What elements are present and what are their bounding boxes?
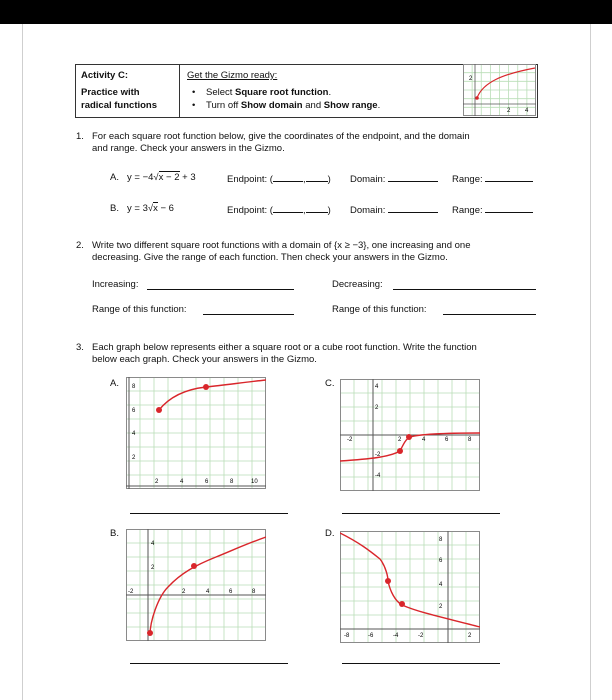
q1a-close: ) [327, 174, 331, 185]
graph-b-xtick: 4 [206, 589, 210, 595]
q1b-endpoint [227, 203, 331, 217]
q1b-range-blank[interactable] [485, 203, 533, 213]
graph-d-ytick: 8 [439, 537, 443, 543]
q1b-domain-label: Domain: [350, 205, 386, 216]
q1b-domain [350, 203, 438, 217]
graph-d-xtick: -6 [368, 633, 374, 639]
graph-b-point [191, 563, 197, 569]
graph-c-ytick: 4 [375, 384, 379, 390]
graph-a-xtick: 8 [230, 479, 234, 485]
thumb-tick-x2: 4 [525, 108, 529, 114]
graph-d-label: D. [325, 528, 335, 539]
graph-a-endpoint [156, 407, 162, 413]
q1a-range-label: Range: [452, 174, 483, 185]
gizmo-thumbnail-graph [463, 64, 536, 116]
header-divider [179, 65, 180, 117]
thumb-tick-x1: 2 [507, 108, 511, 114]
q3-text-2: below each graph. Check your answers in the Gizmo. [92, 354, 317, 365]
q1a-function [127, 172, 196, 184]
graph-c-ytick: -2 [375, 452, 381, 458]
q1a-endpoint [227, 172, 331, 186]
graph-c-xtick: 8 [468, 437, 472, 443]
graph-c-ytick: 2 [375, 405, 379, 411]
q1a-func-pre: y = −4 [127, 172, 154, 183]
radical-sign: √ [153, 172, 159, 183]
q1b-func-post: − 6 [160, 203, 174, 214]
graph-c-point [397, 448, 403, 454]
radical-sign: √ [147, 203, 154, 214]
q1a-range-blank[interactable] [485, 172, 533, 182]
graph-c-center-point [406, 434, 412, 440]
q1b-endpoint-label: Endpoint: ( [227, 205, 273, 216]
graph-d-xtick: -4 [393, 633, 399, 639]
q2-increasing-blank[interactable] [147, 289, 294, 290]
q1-number: 1. [76, 131, 84, 142]
thumb-endpoint [475, 96, 479, 100]
q1b-range [452, 203, 533, 217]
bullet-1: • Select Square root function. [192, 87, 332, 98]
graph-a-answer-blank[interactable] [130, 513, 288, 514]
q1a-domain-label: Domain: [350, 174, 386, 185]
graph-c-answer-blank[interactable] [342, 513, 500, 514]
graph-d-point [399, 601, 405, 607]
graph-d-center-point [385, 578, 391, 584]
q2-decreasing-blank[interactable] [393, 289, 536, 290]
q1a-label: A. [110, 172, 119, 183]
graph-b-xtick: 8 [252, 589, 256, 595]
q2-range-2-label: Range of this function: [332, 304, 427, 315]
graph-a-xtick: 2 [155, 479, 159, 485]
q1-text-2: and range. Check your answers in the Gizmo. [92, 143, 285, 154]
q1b-range-label: Range: [452, 205, 483, 216]
bullet-2: • Turn off Show domain and Show range. [192, 100, 381, 111]
graph-c [340, 379, 480, 491]
q1-text-1: For each square root function below, give the coordinates of the endpoint, and the domain [92, 131, 470, 142]
q1a-func-post: + 3 [182, 172, 196, 183]
activity-subtitle-2: radical functions [81, 100, 158, 111]
q1a-range [452, 172, 533, 186]
graph-a-ytick: 8 [132, 384, 136, 390]
q1b-label: B. [110, 203, 119, 214]
graph-b-xtick: -2 [128, 589, 134, 595]
graph-c-xtick: 4 [422, 437, 426, 443]
thumb-tick-y: 2 [469, 76, 473, 82]
graph-b-xtick: 2 [182, 589, 186, 595]
graph-a-xtick: 4 [180, 479, 184, 485]
graph-d-answer-blank[interactable] [342, 663, 500, 664]
q1b-function [127, 203, 174, 215]
activity-label: Activity C: [81, 70, 128, 81]
q1b-close: ) [327, 205, 331, 216]
graph-a-ytick: 4 [132, 431, 136, 437]
q2-text-1: Write two different square root functions with a domain of {x ≥ −3}, one increasing and one [92, 240, 471, 251]
q1b-endpoint-x-blank[interactable] [273, 203, 303, 213]
graph-d-xtick: 2 [468, 633, 472, 639]
graph-b-ytick: 4 [151, 541, 155, 547]
graph-a-ytick: 2 [132, 455, 136, 461]
graph-a-xtick: 6 [205, 479, 209, 485]
bullet-2-pre: Turn off [206, 100, 241, 111]
q3-text-1: Each graph below represents either a square root or a cube root function. Write the function [92, 342, 477, 353]
graph-d-ytick: 2 [439, 604, 443, 610]
activity-subtitle-1: Practice with [81, 87, 140, 98]
q1a-comma: , [302, 174, 306, 185]
q1a-domain-blank[interactable] [388, 172, 438, 182]
q1a-endpoint-label: Endpoint: ( [227, 174, 273, 185]
q2-number: 2. [76, 240, 84, 251]
graph-b-endpoint [147, 630, 153, 636]
graph-d [340, 531, 480, 643]
graph-a [126, 377, 266, 489]
bullet-2-post: . [377, 100, 381, 111]
graph-c-ytick: -4 [375, 473, 381, 479]
graph-a-xtick: 10 [251, 479, 258, 485]
graph-b-ytick: 2 [151, 565, 155, 571]
top-bar [0, 0, 612, 24]
q2-increasing-label: Increasing: [92, 279, 139, 290]
q2-decreasing-label: Decreasing: [332, 279, 383, 290]
bullet-2-mid: and [302, 100, 324, 111]
graph-d-xtick: -2 [418, 633, 424, 639]
q2-range-1-label: Range of this function: [92, 304, 187, 315]
q2-range-2-blank[interactable] [443, 314, 536, 315]
q1b-domain-blank[interactable] [388, 203, 438, 213]
graph-b-answer-blank[interactable] [130, 663, 288, 664]
q3-number: 3. [76, 342, 84, 353]
graph-d-ytick: 4 [439, 582, 443, 588]
bullet-2-bold-2: Show range [323, 100, 378, 111]
q1b-func-pre: y = 3 [127, 203, 148, 214]
graph-d-ytick: 6 [439, 558, 443, 564]
graph-b-label: B. [110, 528, 119, 539]
graph-a-curve [159, 380, 266, 410]
bullet-2-bold-1: Show domain [240, 100, 303, 111]
q1a-radicand: x − 2 [158, 172, 180, 183]
graph-b-curve [150, 537, 266, 635]
graph-c-xtick: 6 [445, 437, 449, 443]
q2-text-2: decreasing. Give the range of each function. Then check your answers in the Gizmo. [92, 252, 448, 263]
graph-a-ytick: 6 [132, 408, 136, 414]
q1b-comma: , [302, 205, 306, 216]
q1b-endpoint-y-blank[interactable] [306, 203, 328, 213]
q2-range-1-blank[interactable] [203, 314, 294, 315]
q1a-domain [350, 172, 438, 186]
bullet-1-bold: Square root function [235, 87, 329, 98]
graph-c-xtick: -2 [347, 437, 353, 443]
graph-c-xtick: 2 [398, 437, 402, 443]
graph-a-point [203, 384, 209, 390]
q1a-endpoint-x-blank[interactable] [273, 172, 303, 182]
graph-b [126, 529, 266, 641]
graph-b-xtick: 6 [229, 589, 233, 595]
q1b-radicand: x [153, 203, 158, 214]
graph-c-label: C. [325, 378, 335, 389]
q1a-endpoint-y-blank[interactable] [306, 172, 328, 182]
bullet-1-pre: Select [206, 87, 236, 98]
gizmo-ready-heading: Get the Gizmo ready: [187, 70, 278, 81]
bullet-1-post: . [328, 87, 332, 98]
graph-a-label: A. [110, 378, 119, 389]
graph-d-xtick: -8 [344, 633, 350, 639]
